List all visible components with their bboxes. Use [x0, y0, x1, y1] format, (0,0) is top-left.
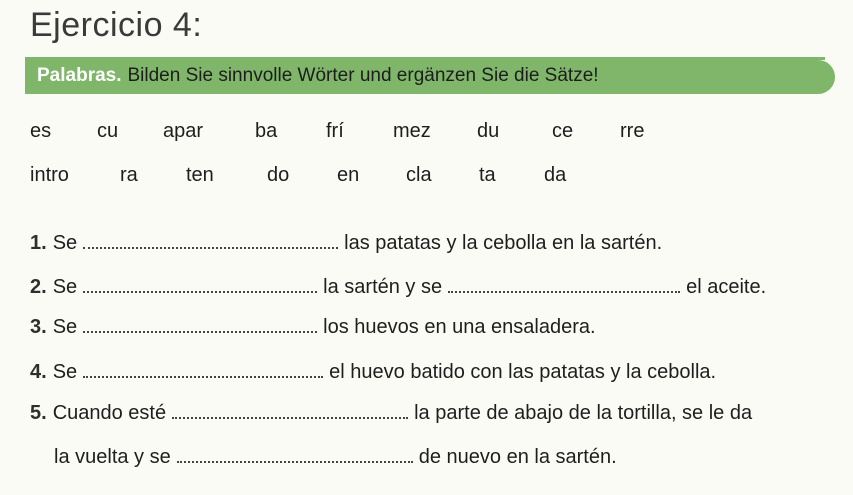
sentence-5 — [30, 402, 752, 425]
answer-blank[interactable] — [83, 233, 338, 249]
sentence-text: Se — [52, 276, 78, 298]
sentence-2 — [30, 276, 766, 299]
sentence-text: la sartén y se — [323, 276, 443, 298]
sentence-number: 4. — [30, 361, 47, 383]
answer-blank[interactable] — [172, 403, 408, 419]
sentence-text: la vuelta y se — [54, 446, 171, 468]
syllable: intro — [30, 164, 69, 186]
syllable: cu — [97, 120, 119, 142]
syllable: ba — [255, 120, 278, 142]
sentence-1 — [30, 232, 662, 255]
syllable: da — [544, 164, 567, 186]
sentence-text: Cuando esté — [52, 402, 167, 424]
syllable: ra — [120, 164, 138, 186]
syllable: du — [477, 120, 500, 142]
sentence-number: 5. — [30, 402, 47, 424]
syllable: ta — [479, 164, 496, 186]
sentence-text: el huevo batido con las patatas y la cebolla. — [329, 361, 717, 383]
syllable: frí — [326, 120, 344, 142]
syllable: apar — [163, 120, 204, 142]
answer-blank[interactable] — [448, 277, 680, 293]
sentence-3 — [30, 316, 596, 339]
sentence-5-continued — [54, 446, 617, 469]
banner-keyword: Palabras. — [37, 65, 122, 86]
syllable: en — [337, 164, 360, 186]
sentence-text: Se — [52, 361, 78, 383]
syllable: ce — [552, 120, 574, 142]
sentence-number: 2. — [30, 276, 47, 298]
sentence-number: 1. — [30, 232, 47, 254]
syllable-row-1 — [0, 120, 853, 148]
answer-blank[interactable] — [83, 317, 317, 333]
syllable: cla — [406, 164, 432, 186]
sentence-text: la parte de abajo de la tortilla, se le da — [414, 402, 753, 424]
syllable: es — [30, 120, 52, 142]
sentence-4 — [30, 361, 716, 384]
sentence-text: de nuevo en la sartén. — [418, 446, 617, 468]
sentence-text: los huevos en una ensaladera. — [323, 316, 596, 338]
syllable: ten — [186, 164, 214, 186]
sentence-text: las patatas y la cebolla en la sartén. — [344, 232, 663, 254]
syllable: rre — [620, 120, 645, 142]
sentence-number: 3. — [30, 316, 47, 338]
answer-blank[interactable] — [177, 447, 413, 463]
syllable: mez — [393, 120, 431, 142]
instruction-banner — [25, 60, 835, 94]
answer-blank[interactable] — [83, 362, 323, 378]
banner-instruction: Bilden Sie sinnvolle Wörter und ergänzen Sie die Sätze! — [127, 65, 599, 86]
sentence-text: Se — [52, 232, 78, 254]
syllable: do — [267, 164, 290, 186]
answer-blank[interactable] — [83, 277, 317, 293]
sentence-text: el aceite. — [686, 276, 767, 298]
syllable-row-2 — [0, 164, 853, 192]
sentence-text: Se — [52, 316, 78, 338]
exercise-title: Ejercicio 4: — [30, 6, 203, 44]
